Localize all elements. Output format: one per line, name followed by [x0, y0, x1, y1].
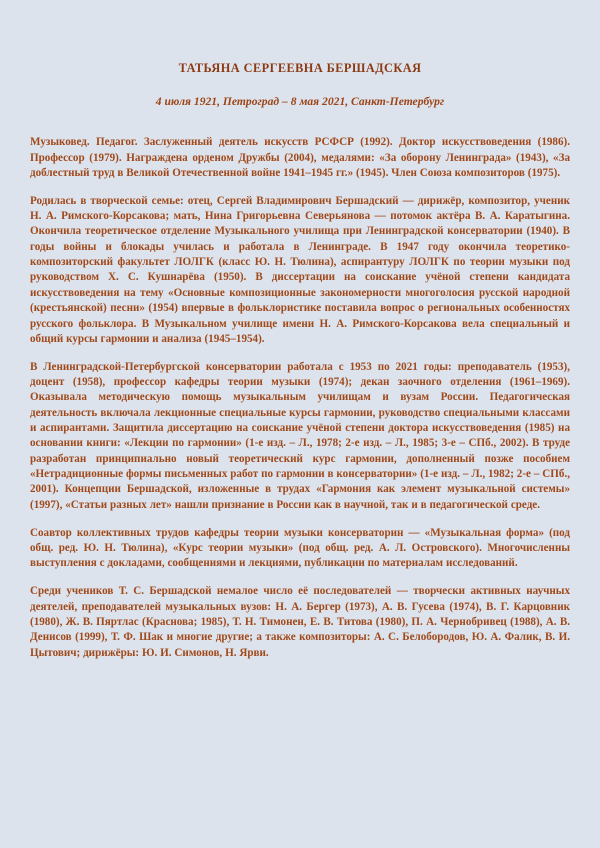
paragraph-biography-summary: Музыковед. Педагог. Заслуженный деятель искусств РСФСР (1992). Доктор искусствоведения (1986). Профессор (1979). Награждена орденом Дружбы (2004), медалями: «За оборону Ленинграда» (1943), «За доблестный труд в Великой Отечественной войне 1941–1945 гг.» (1945). Член Союза композиторов (1975). [30, 136, 570, 179]
page-title: ТАТЬЯНА СЕРГЕЕВНА БЕРШАДСКАЯ [178, 61, 422, 75]
paragraph-early-life-education: Родилась в творческой семье: отец, Сергей Владимирович Бершадский — дирижёр, композитор, ученик Н. А. Римского-Корсакова; мать, Нина Григорьевна Северьянова — потомок актёра В. А. Каратыгина. Окончила теоретическое отделение Музыкального училища при Ленинградской консерватории (1940). В годы войны и блокады училась и работала в Ленинграде. В 1947 году окончила теоретико-композиторский факультет ЛОЛГК (класс Ю. Н. Тюлина), аспирантуру ЛОЛГК по теории музыки под руководством Х. С. Кушнарёва (1950). В диссертации на соискание учёной степени кандидата искусствоведения на тему «Основные композиционные закономерности многоголосия русской народной (крестьянской) песни» (1954) впервые в фольклористике поставила вопрос о региональных особенностях русского фольклора. В Музыкальном училище имени Н. А. Римского-Корсакова вела специальный и общий курсы гармонии и анализа (1945–1954). [30, 194, 570, 345]
paragraph-students: Среди учеников Т. С. Бершадской немалое число её последователей — творчески активных научных деятелей, преподавателей музыкальных вузов: Н. А. Бергер (1973), А. В. Гусева (1974), В. Г. Карцовник (1980), Ж. В. Пяртлас (Краснова; 1985), Т. Н. Тимонен, Е. В. Титова (1980), П. А. Чернобривец (1988), А. В. Денисов (1999), Т. Ф. Шак и многие другие; а также композиторы: А. С. Белобородов, Ю. А. Фалик, В. И. Цытович; дирижёры: Ю. И. Симонов, Н. Ярви. [30, 585, 570, 659]
paragraph-collective-works: Соавтор коллективных трудов кафедры теории музыки консерваторин — «Музыкальная форма» (под общ. ред. Ю. Н. Тюлина), «Курс теории музыки» (под общ. ред. А. Л. Островского). Многочисленны выступления с докладами, сообщениями и лекциями, публикации по материалам исследований. [30, 526, 570, 570]
page-subtitle-dates: 4 июля 1921, Петроград – 8 мая 2021, Санкт-Петербург [155, 94, 445, 108]
paragraph-conservatory-career: В Ленинградской-Петербургской консерватории работала с 1953 по 2021 годы: преподаватель (1953), доцент (1958), профессор кафедры теории музыки (1974); декан заочного отделения (1961–1969). Оказывала методическую помощь музыкальным училищам и вузам России. Педагогическая деятельность включала лекционные специальные курсы гармонии, руководство специальными классами и аспирантами. Защитила диссертацию на соискание учёной степени доктора искусствоведения (1985) на основании книги: «Лекции по гармонии» (1-е изд. – Л., 1978; 2-е изд. – Л., 1985; 3-е – СПб., 2002). В труде разработан принципиально новый теоретический курс гармонии, дополненный позже пособием «Нетрадиционные формы письменных работ по гармонии в консерватории» (1-е изд. – Л., 1982; 2-е – СПб., 2001). Концепции Бершадской, изложенные в трудах «Гармония как элемент музыкальной системы» (1997), «Статьи разных лет» нашли признание в России как в научной, так и в педагогической среде. [30, 360, 570, 511]
document-body [30, 109, 570, 661]
